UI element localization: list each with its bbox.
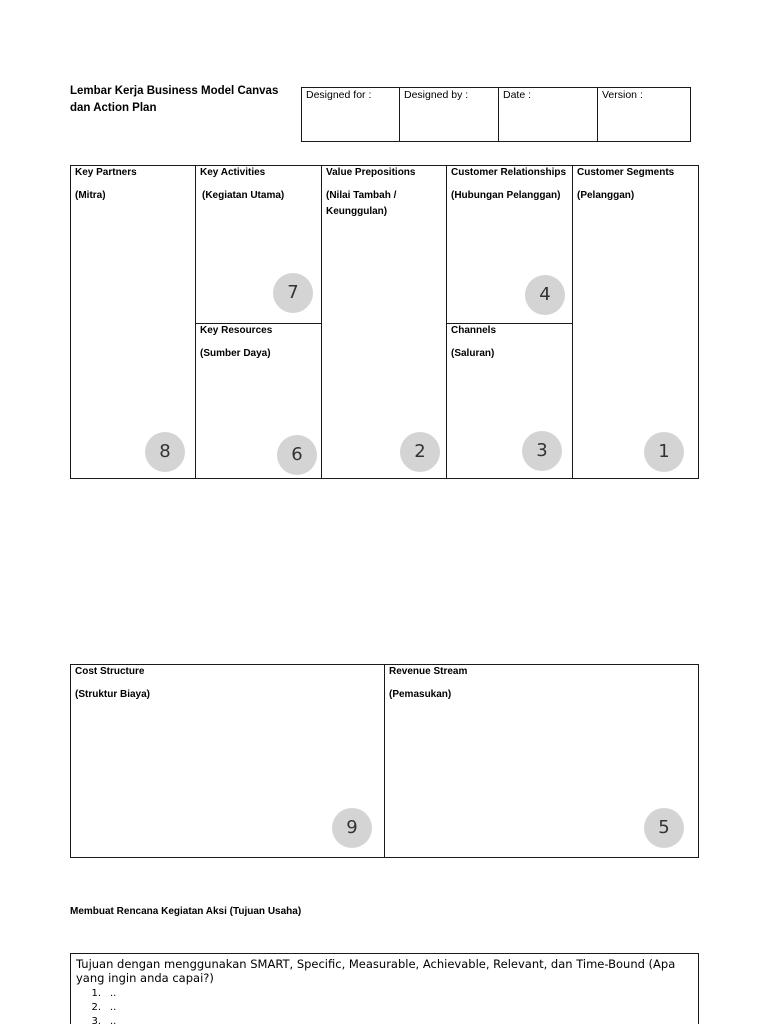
customer-segments-number-badge: 1	[644, 432, 684, 472]
revenue-stream-title: Revenue Stream	[389, 666, 468, 677]
designed-by-label: Designed by :	[404, 89, 469, 101]
key-partners-title: Key Partners	[75, 167, 137, 178]
value-propositions-title: Value Prepositions	[326, 167, 416, 178]
key-partners-subtitle: (Mitra)	[75, 190, 106, 201]
key-activities-title: Key Activities	[200, 167, 266, 178]
key-resources-subtitle: (Sumber Daya)	[200, 348, 271, 359]
list-item-number: 2.	[91, 1002, 101, 1013]
date-cell	[498, 88, 597, 141]
list-item-text: ..	[110, 1016, 117, 1024]
list-item-text: ..	[110, 988, 117, 999]
key-resources-number-badge: 6	[277, 435, 317, 475]
document-title-line-1: Lembar Kerja Business Model Canvas	[70, 85, 279, 97]
value-propositions-number-badge: 2	[400, 432, 440, 472]
revenue-stream-block	[385, 665, 698, 857]
customer-relationships-block	[447, 166, 573, 324]
key-partners-block	[71, 166, 196, 478]
designed-for-label: Designed for :	[306, 89, 372, 101]
customer-relationships-subtitle: (Hubungan Pelanggan)	[451, 190, 561, 201]
key-activities-number-badge: 7	[273, 273, 313, 313]
designed-by-cell	[399, 88, 498, 141]
value-propositions-block	[322, 166, 447, 478]
revenue-stream-subtitle: (Pemasukan)	[389, 689, 452, 700]
customer-segments-subtitle: (Pelanggan)	[577, 190, 635, 201]
business-model-canvas	[70, 165, 699, 479]
list-item-number: 1.	[91, 988, 101, 999]
channels-number-badge: 3	[522, 431, 562, 471]
smart-goal-prompt: Tujuan dengan menggunakan SMART, Specific, Measurable, Achievable, Relevant, dan Time-Bound (Apa yang ingin anda capai?)	[76, 957, 676, 985]
list-item	[76, 1015, 694, 1024]
key-activities-subtitle: (Kegiatan Utama)	[202, 190, 285, 201]
channels-title: Channels	[451, 325, 497, 336]
customer-relationships-title: Customer Relationships	[451, 167, 567, 178]
design-info-table	[301, 87, 691, 142]
customer-segments-block	[573, 166, 698, 478]
document-title-line-2: dan Action Plan	[70, 102, 157, 114]
list-item	[76, 987, 694, 1001]
designed-for-cell	[302, 88, 399, 141]
customer-relationships-number-badge: 4	[525, 275, 565, 315]
revenue-stream-number-badge: 5	[644, 808, 684, 848]
version-cell	[597, 88, 690, 141]
key-partners-number-badge: 8	[145, 432, 185, 472]
key-resources-title: Key Resources	[200, 325, 273, 336]
list-item	[76, 1001, 694, 1015]
channels-block	[447, 324, 573, 478]
list-item-text: ..	[110, 1002, 117, 1013]
channels-subtitle: (Saluran)	[451, 348, 495, 359]
customer-segments-title: Customer Segments	[577, 167, 675, 178]
smart-goal-box	[70, 953, 699, 1024]
list-item-number: 3.	[91, 1016, 101, 1024]
action-plan-heading: Membuat Rencana Kegiatan Aksi (Tujuan Usaha)	[70, 906, 302, 917]
cost-structure-block	[71, 665, 385, 857]
value-propositions-subtitle: (Nilai Tambah / Keunggulan)	[326, 190, 397, 217]
key-resources-block	[196, 324, 322, 478]
cost-structure-subtitle: (Struktur Biaya)	[75, 689, 151, 700]
cost-structure-title: Cost Structure	[75, 666, 145, 677]
goal-list	[76, 987, 694, 1024]
key-activities-block	[196, 166, 322, 324]
finance-table	[70, 664, 699, 858]
date-label: Date :	[503, 89, 532, 101]
cost-structure-number-badge: 9	[332, 808, 372, 848]
version-label: Version :	[602, 89, 643, 101]
document-title	[70, 83, 295, 117]
